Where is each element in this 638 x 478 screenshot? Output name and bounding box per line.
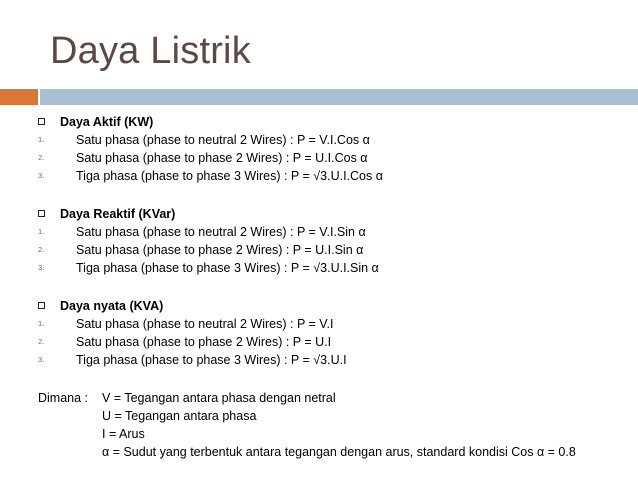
list-item [0,351,638,369]
item-text: Satu phasa (phase to phase 2 Wires) : P = U.I.Sin α [76,243,364,257]
definition-text: α = Sudut yang terbentuk antara tegangan dengan arus, standard kondisi Cos α = 0.8 [102,445,576,459]
item-number: 3. [38,355,45,364]
item-text: Satu phasa (phase to phase 2 Wires) : P = U.I.Cos α [76,151,368,165]
list-item [0,333,638,351]
item-text: Satu phasa (phase to neutral 2 Wires) : P = V.I.Cos α [76,133,370,147]
item-text: Tiga phasa (phase to phase 3 Wires) : P = √3.U.I.Sin α [76,261,379,275]
square-bullet-icon [38,302,45,309]
item-number: 2. [38,245,45,254]
square-bullet-icon [38,210,45,217]
list-item [0,241,638,259]
item-number: 2. [38,337,45,346]
definition-text: U = Tegangan antara phasa [102,409,257,423]
item-number: 1. [38,319,45,328]
section-heading: Daya nyata (KVA) [60,299,164,313]
section-heading: Daya Aktif (KW) [60,115,154,129]
section-daya-nyata [0,297,638,369]
item-number: 2. [38,153,45,162]
item-text: Satu phasa (phase to neutral 2 Wires) : P = V.I.Sin α [76,225,366,239]
slide-title: Daya Listrik [50,30,251,72]
item-text: Tiga phasa (phase to phase 3 Wires) : P = √3.U.I.Cos α [76,169,383,183]
item-text: Satu phasa (phase to neutral 2 Wires) : P = V.I [76,317,334,331]
section-daya-aktif [0,113,638,185]
definition-text: I = Arus [102,427,145,441]
item-number: 3. [38,171,45,180]
where-definitions [0,389,638,461]
list-item [0,167,638,185]
slide-content [0,113,638,461]
item-text: Tiga phasa (phase to phase 3 Wires) : P = √3.U.I [76,353,347,367]
list-item [0,131,638,149]
item-number: 3. [38,263,45,272]
list-item [0,149,638,167]
accent-bar-orange [0,89,38,105]
square-bullet-icon [38,118,45,125]
item-text: Satu phasa (phase to phase 2 Wires) : P = U.I [76,335,332,349]
definition-text: V = Tegangan antara phasa dengan netral [102,391,336,405]
item-number: 1. [38,227,45,236]
section-heading: Daya Reaktif (KVar) [60,207,176,221]
accent-bar-blue [40,89,638,105]
item-number: 1. [38,135,45,144]
list-item [0,223,638,241]
list-item [0,259,638,277]
section-daya-reaktif [0,205,638,277]
where-label: Dimana : [38,391,89,405]
list-item [0,315,638,333]
